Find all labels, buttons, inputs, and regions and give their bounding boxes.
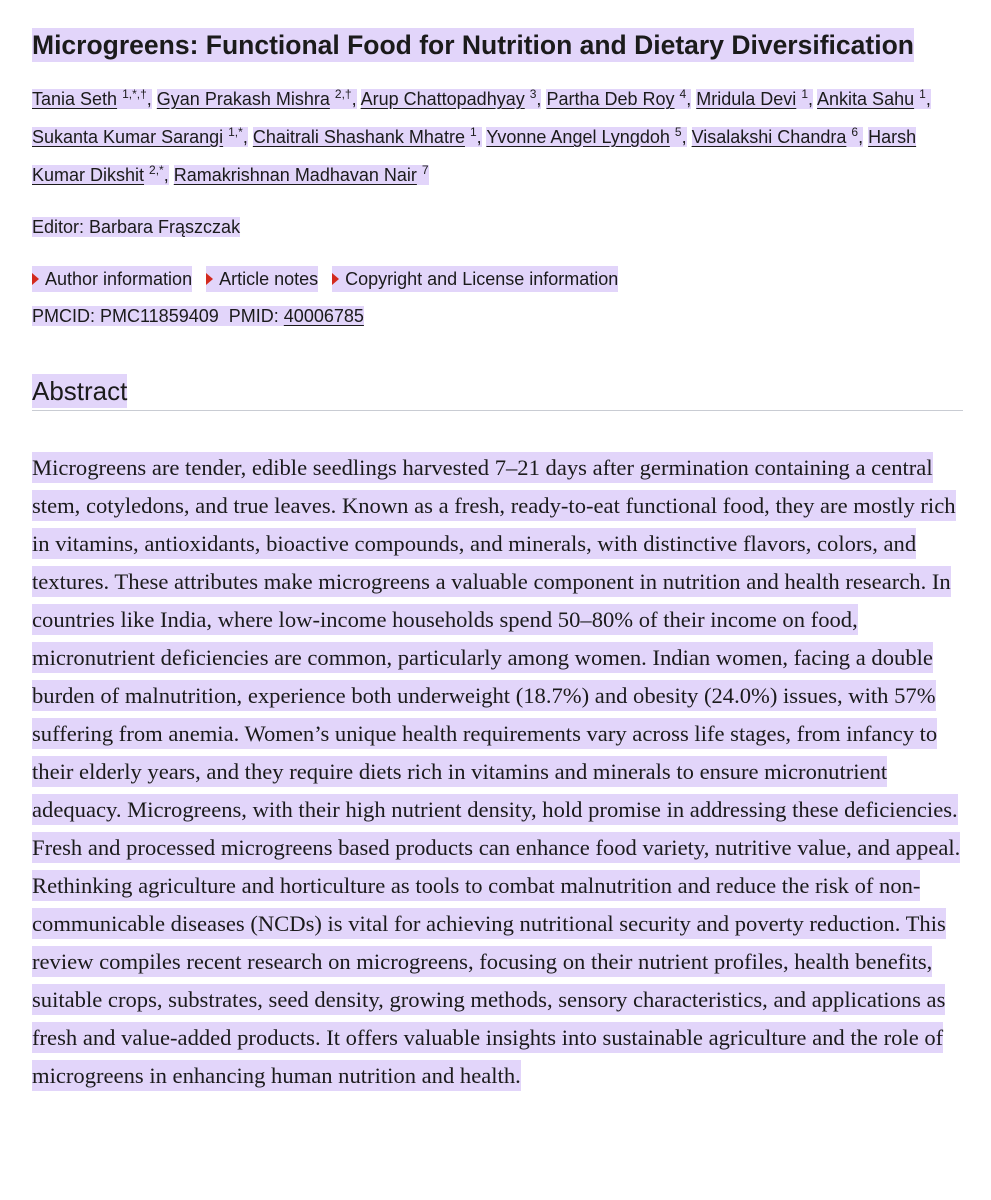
author-link[interactable]: Ramakrishnan Madhavan Nair [173,165,417,185]
accordion-label: Article notes [219,269,319,289]
author-entry: Yvonne Angel Lyngdoh $^5$, [486,125,687,147]
author-entry: Mridula Devi $^1$, [696,87,814,109]
author-entry: Visalakshi Chandra $^6$, [691,125,864,147]
article-notes-toggle[interactable] [206,266,318,292]
article-identifiers [32,303,963,329]
author-entry: Sukanta Kumar Sarangi $^{1,*}$, [32,125,248,147]
section-divider [32,410,963,411]
editor-label: Editor: Barbara Frąszczak [32,217,241,237]
affiliation-marker: 1 [469,125,477,139]
author-link[interactable]: Gyan Prakash Mishra [156,89,330,109]
author-entry: Gyan Prakash Mishra $^{2,\dagger}$, [156,87,357,109]
pmid-link[interactable]: 40006785 [283,306,364,326]
author-link[interactable]: Mridula Devi [696,89,797,109]
pmcid-label: PMCID: PMC11859409 [32,306,219,326]
affiliation-marker: 3 [529,87,537,101]
expand-triangle-icon [332,273,339,285]
author-entry: Ankita Sahu $^1$, [817,87,931,109]
pmid-prefix: PMID: [228,306,279,326]
author-link[interactable]: Partha Deb Roy [546,89,675,109]
author-link[interactable]: Tania Seth [32,89,118,109]
expand-triangle-icon [32,273,39,285]
article-title: Microgreens: Functional Food for Nutrition and Dietary Diversification [32,30,914,60]
author-entry: Chaitrali Shashank Mhatre $^1$, [252,125,482,147]
editor-line [32,214,963,240]
author-link[interactable]: Visalakshi Chandra [691,127,847,147]
abstract-heading: Abstract [32,376,128,406]
author-entry: Harsh Kumar Dikshit $^{2,*}$, [32,127,917,185]
author-entry: Partha Deb Roy $^4$, [546,87,692,109]
expand-triangle-icon [206,273,213,285]
affiliation-marker: 1,* [228,125,243,139]
copyright-license-toggle[interactable] [332,266,618,292]
affiliation-marker: 5 [674,125,682,139]
author-list [32,80,963,194]
abstract-paragraph: Microgreens are tender, edible seedlings harvested 7–21 days after germination containing a central stem, cotyledons, and true leaves. Known as a fresh, ready-to-eat functional food, they are mostly rich in vitamins, antioxidants, bioactive compounds, and minerals, with distinctive flavors, colors, and textures. These attributes make microgreens a valuable component in nutrition and health research. In countries like India, where low-income households spend 50–80% of their income on food, micronutrient deficiencies are common, particularly among women. Indian women, facing a double burden of malnutrition, experience both underweight (18.7%) and obesity (24.0%) issues, with 57% suffering from anemia. Women’s unique health requirements vary across life stages, from infancy to their elderly years, and they require diets rich in vitamins and minerals to ensure micronutrient adequacy. Microgreens, with their high nutrient density, hold promise in addressing these deficiencies. Fresh and processed microgreens based products can enhance food variety, nutritive value, and appeal. Rethinking agriculture and horticulture as tools to combat malnutrition and reduce the risk of non-communicable diseases (NCDs) is vital for achieving nutritional security and poverty reduction. This review compiles recent research on microgreens, focusing on their nutrient profiles, health benefits, suitable crops, substrates, seed density, growing methods, sensory characteristics, and applications as fresh and value-added products. It offers valuable insights into sustainable agriculture and the role of microgreens in enhancing human nutrition and health. [32,452,960,1091]
identifier-line [32,306,364,326]
accordion-label: Author information [45,269,193,289]
author-information-toggle[interactable] [32,266,192,292]
affiliation-marker: 4 [679,87,687,101]
affiliation-marker: 2,† [334,87,352,101]
author-entry: Tania Seth $^{1,*,\dagger}$, [32,87,152,109]
affiliation-marker: 7 [421,163,429,177]
author-link[interactable]: Arup Chattopadhyay [360,89,525,109]
article-info-accordions [32,266,963,292]
author-entry: Arup Chattopadhyay $^3$, [360,87,542,109]
author-entry [174,165,429,185]
author-link[interactable]: Yvonne Angel Lyngdoh [486,127,670,147]
abstract-body [32,449,963,1095]
author-link[interactable]: Ankita Sahu [817,89,915,109]
accordion-label: Copyright and License information [345,269,619,289]
affiliation-marker: 2,* [149,163,164,177]
title-block [32,26,963,64]
affiliation-marker: 1 [919,87,926,101]
author-link[interactable]: Sukanta Kumar Sarangi [32,127,224,147]
author-link[interactable]: Harsh Kumar Dikshit [32,127,917,185]
author-link[interactable]: Chaitrali Shashank Mhatre [252,127,465,147]
affiliation-marker: 1,*,† [122,87,147,101]
affiliation-marker: 1 [801,87,808,101]
affiliation-marker: 6 [851,125,859,139]
